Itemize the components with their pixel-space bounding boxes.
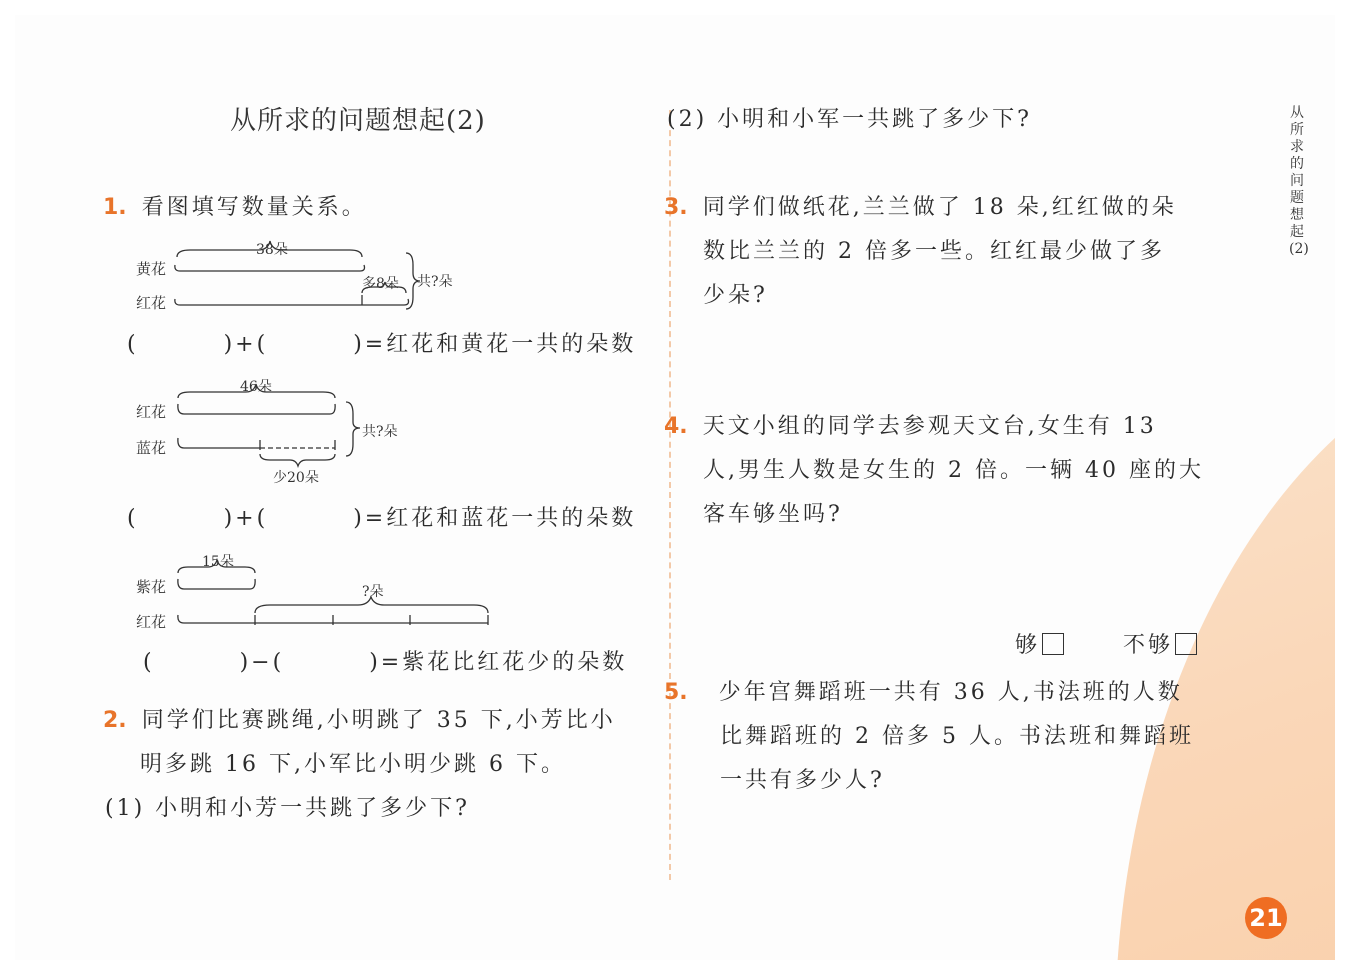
problem-4-line1: 4. 天文小组的同学去参观天文台,女生有 13 — [664, 414, 1157, 439]
problem-4-line2: 人,男生人数是女生的 2 倍。一辆 40 座的大 — [703, 458, 1204, 483]
checkbox-enough[interactable] — [1042, 633, 1064, 655]
bar-red-2 — [178, 404, 335, 414]
d1-row2-label: 红花 — [136, 294, 167, 312]
column-divider — [669, 110, 671, 880]
side-title: 从所求的问题想起(2) — [1289, 105, 1309, 257]
equation-2: ( )+( )=红花和蓝花一共的朵数 — [127, 506, 637, 531]
page-number-badge: 21 — [1245, 897, 1287, 939]
brace-less — [260, 454, 335, 466]
problem-2-sub1: (1) 小明和小芳一共跳了多少下? — [105, 796, 470, 821]
d2-top-label: 46朵 — [240, 379, 272, 395]
problem-1-heading — [103, 190, 367, 221]
d2-row2-label: 蓝花 — [136, 439, 167, 457]
problem-3-line3: 少朵? — [703, 283, 768, 308]
problem-3-line1: 3. 同学们做纸花,兰兰做了 18 朵,红红做的朵 — [664, 195, 1177, 220]
problem-2-line2: 明多跳 16 下,小军比小明少跳 6 下。 — [140, 752, 566, 777]
d3-unknown-label: ?朵 — [362, 584, 384, 600]
problem-5-line2: 比舞蹈班的 2 倍多 5 人。书法班和舞蹈班 — [720, 724, 1194, 749]
equation-1: ( )+( )=红花和黄花一共的朵数 — [127, 332, 637, 357]
bar-purple — [178, 579, 255, 589]
d3-top-label: 15朵 — [202, 554, 234, 570]
problem-4-number: 4. — [664, 414, 688, 439]
option-not-enough[interactable]: 不够 — [1123, 628, 1197, 659]
diagram-3 — [130, 555, 510, 630]
problem-2-number: 2. — [103, 708, 127, 733]
problem-3-number: 3. — [664, 195, 688, 220]
checkbox-not-enough[interactable] — [1175, 633, 1197, 655]
problem-4-line3: 客车够坐吗? — [703, 502, 843, 527]
d2-row1-label: 红花 — [136, 403, 167, 421]
problem-5-number: 5. — [664, 680, 688, 705]
problem-5-line1: 5. 少年宫舞蹈班一共有 36 人,书法班的人数 — [664, 680, 1183, 705]
d1-row1-label: 黄花 — [136, 260, 167, 278]
problem-1-number: 1. — [103, 195, 127, 220]
bar-red — [175, 299, 409, 305]
brace-total-2 — [346, 402, 360, 456]
d3-row1-label: 紫花 — [136, 578, 167, 596]
equation-3: ( )−( )=紫花比红花少的朵数 — [143, 650, 628, 675]
problem-5-line3: 一共有多少人? — [720, 768, 885, 793]
d2-less-label: 少20朵 — [273, 470, 319, 486]
bar-yellow — [175, 265, 365, 271]
d1-top-label: 38朵 — [256, 242, 288, 258]
bar-blue — [178, 438, 260, 448]
d2-total-label: 共?朵 — [362, 424, 398, 440]
problem-3-line2: 数比兰兰的 2 倍多一些。红红最少做了多 — [703, 239, 1165, 264]
problem-2-sub2: (2) 小明和小军一共跳了多少下? — [667, 107, 1032, 132]
d1-more-label: 多8朵 — [362, 276, 399, 292]
page-title: 从所求的问题想起(2) — [230, 106, 486, 136]
problem-2-line1: 2. 同学们比赛跳绳,小明跳了 35 下,小芳比小 — [103, 708, 616, 733]
d1-total-label: 共?朵 — [417, 274, 453, 290]
option-enough[interactable]: 够 — [1015, 628, 1064, 659]
d3-row2-label: 红花 — [136, 613, 167, 631]
problem-1-instruction: 看图填写数量关系。 — [141, 195, 367, 220]
